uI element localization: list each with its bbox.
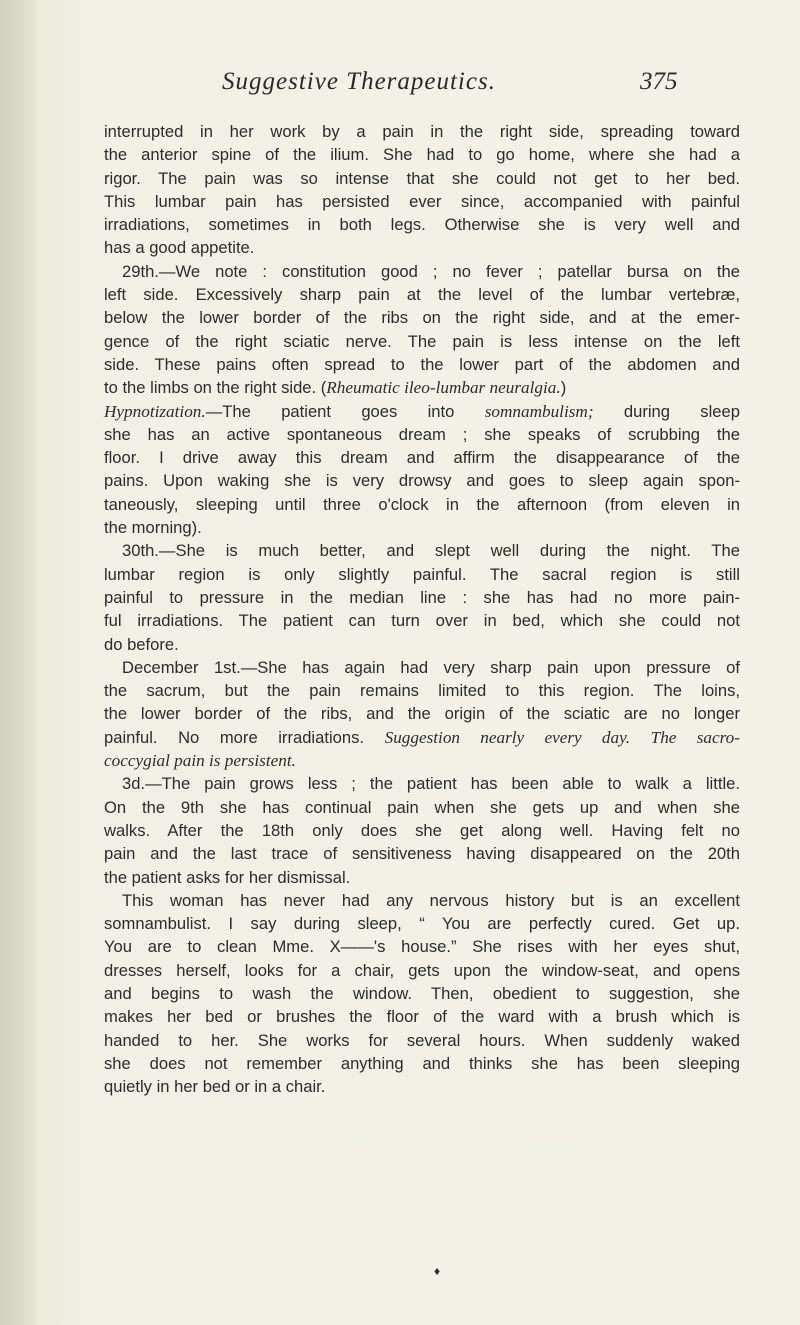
- text-line: the morning).: [104, 518, 202, 538]
- text-line: interrupted in her work by a pain in the right side, spreading toward: [104, 122, 740, 141]
- body-text: [104, 120, 740, 1098]
- text-line: handed to her. She works for several hours. When suddenly waked: [104, 1030, 740, 1050]
- text-line: do before.: [104, 634, 179, 654]
- coccygial-italic: coccygial pain is persistent.: [104, 751, 296, 771]
- text-line: 29th.—We note : constitution good ; no fever ; patellar bursa on the: [122, 261, 740, 281]
- text-line: This woman has never had any nervous history but is an excellent: [122, 890, 740, 910]
- text-line: below the lower border of the ribs on the right side, and at the emer-: [104, 308, 740, 328]
- text-segment: painful. No more irradiations.: [104, 727, 365, 747]
- text-line: the anterior spine of the ilium. She had to go home, where she had a: [104, 145, 740, 165]
- text-line: ful irradiations. The patient can turn over in bed, which she could not: [104, 611, 740, 631]
- text-line: [104, 749, 740, 772]
- page-number: 375: [640, 68, 678, 95]
- text-line: You are to clean Mme. X——'s house.” She rises with her eyes shut,: [104, 937, 740, 957]
- text-line: pain and the last trace of sensitiveness having disappeared on the 20th: [104, 844, 740, 864]
- text-line: floor. I drive away this dream and affirm the disappearance of the: [104, 448, 740, 468]
- text-line: 3d.—The pain grows less ; the patient has been able to walk a little.: [122, 774, 740, 794]
- hypnotization-italic: Hypnotization.: [104, 401, 206, 421]
- text-segment: —The patient goes into: [205, 401, 455, 421]
- sacro-italic: The sacro-: [650, 727, 740, 747]
- text-line: walks. After the 18th only does she get along well. Having felt no: [104, 820, 740, 840]
- text-line: quietly in her bed or in a chair.: [104, 1077, 326, 1097]
- text-line: 30th.—She is much better, and slept well during the night. The: [122, 541, 740, 561]
- text-line: irradiations, sometimes in both legs. Otherwise she is very well and: [104, 215, 740, 235]
- text-line: makes her bed or brushes the floor of the ward with a brush which is: [104, 1007, 740, 1027]
- text-line: the lower border of the ribs, and the origin of the sciatic are no longer: [104, 704, 740, 724]
- text-segment: during sleep: [623, 401, 740, 421]
- text-line: painful to pressure in the median line : she has had no more pain-: [104, 587, 740, 607]
- text-line: has a good appetite.: [104, 238, 255, 258]
- text-line: and begins to wash the window. Then, obedient to suggestion, she: [104, 983, 740, 1003]
- text-line: she has an active spontaneous dream ; she speaks of scrubbing the: [104, 424, 740, 444]
- text-line: pains. Upon waking she is very drowsy and goes to sleep again spon-: [104, 471, 740, 491]
- text-line: somnambulist. I say during sleep, “ You are perfectly cured. Get up.: [104, 914, 740, 934]
- somnambulism-italic: somnambulism;: [484, 401, 594, 421]
- text-line: rigor. The pain was so intense that she could not get to her bed.: [104, 168, 740, 188]
- text-line: This lumbar pain has persisted ever since, accompanied with painful: [104, 191, 740, 211]
- suggestion-italic: Suggestion nearly every day.: [384, 727, 631, 747]
- text-segment: to the limbs on the right side.: [104, 378, 317, 398]
- text-line: taneously, sleeping until three o'clock in the afternoon (from eleven in: [104, 494, 740, 514]
- page-header: [0, 62, 800, 102]
- text-line: side. These pains often spread to the lower part of the abdomen and: [104, 354, 740, 374]
- text-line: to the limbs on the right side. (Rheumatic ileo-lumbar neuralgia.): [104, 378, 567, 398]
- text-line: the sacrum, but the pain remains limited to this region. The loins,: [104, 681, 740, 701]
- text-line: she does not remember anything and thinks she has been sleeping: [104, 1053, 740, 1073]
- text-line: December 1st.—She has again had very sharp pain upon pressure of: [122, 657, 740, 677]
- text-line: dresses herself, looks for a chair, gets upon the window-seat, and opens: [104, 960, 740, 980]
- page-gutter-shadow: [0, 0, 36, 1325]
- text-line: left side. Excessively sharp pain at the level of the lumbar vertebræ,: [104, 285, 740, 305]
- text-line: gence of the right sciatic nerve. The pain is less intense on the left: [104, 331, 740, 351]
- text-line: [104, 726, 740, 749]
- text-line: [104, 400, 740, 423]
- text-line: the patient asks for her dismissal.: [104, 867, 351, 887]
- running-title: Suggestive Therapeutics.: [222, 68, 496, 95]
- text-line: On the 9th she has continual pain when she gets up and when she: [104, 797, 740, 817]
- footer-mark: ♦: [434, 1264, 441, 1278]
- diagnosis-italic: Rheumatic ileo-lumbar neuralgia.: [326, 378, 561, 398]
- text-line: lumbar region is only slightly painful. The sacral region is still: [104, 564, 740, 584]
